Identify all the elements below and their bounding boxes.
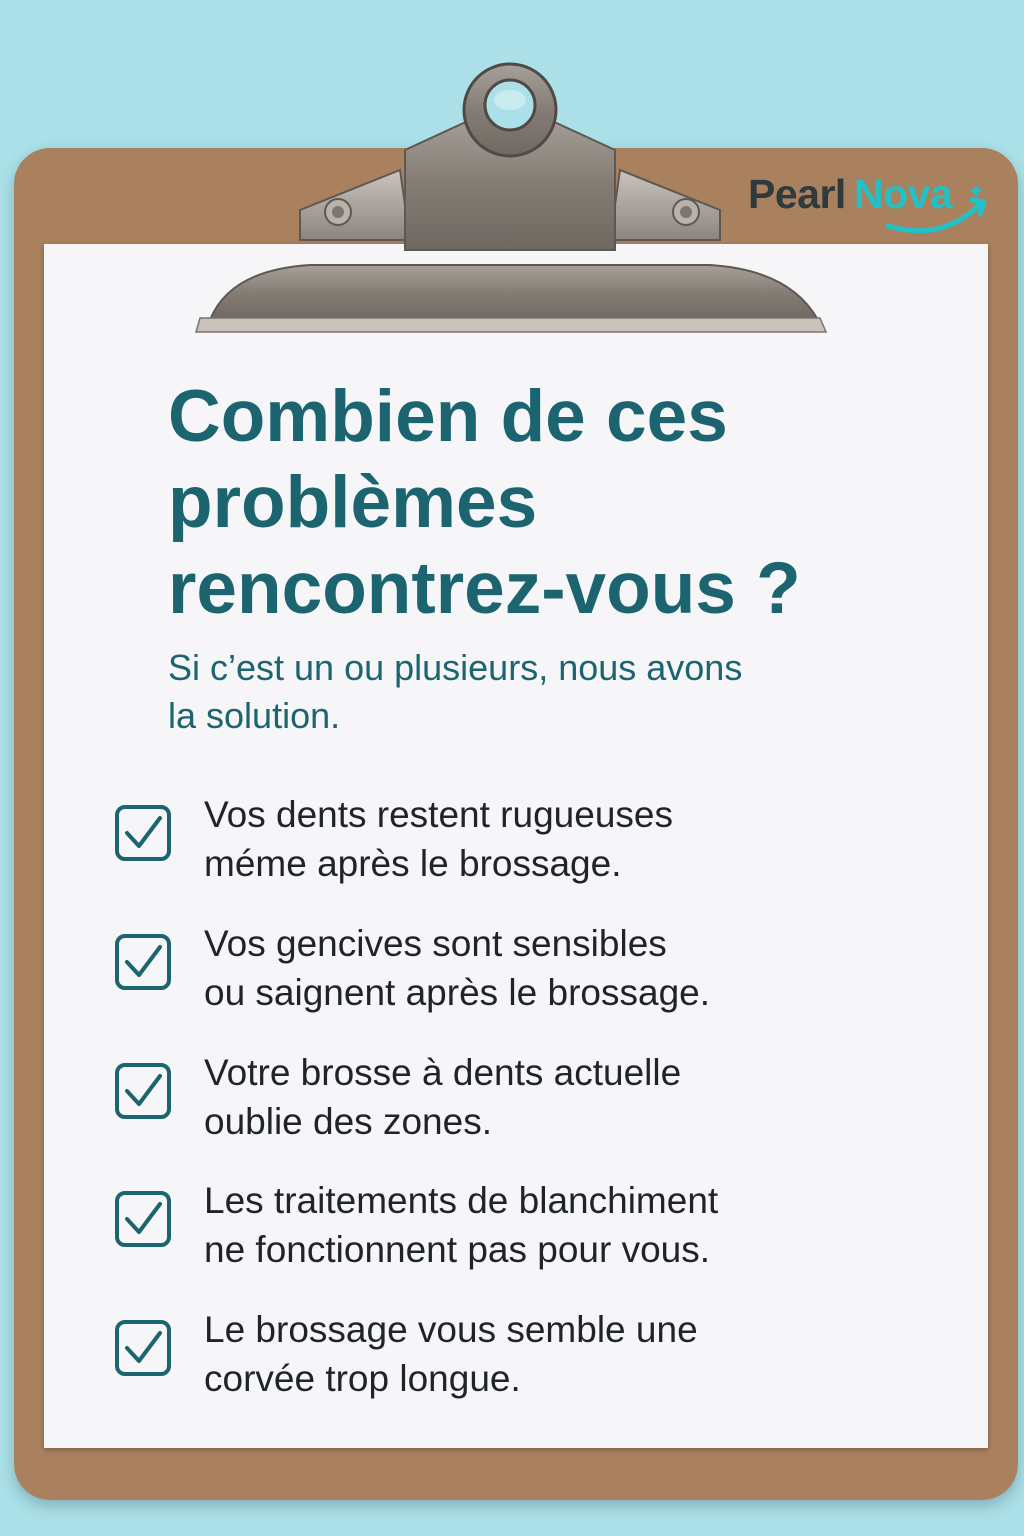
checkbox-checked-icon: [114, 933, 172, 991]
checklist-item-line: ou saignent après le brossage.: [204, 972, 711, 1013]
brand-name-part2: Nova: [854, 171, 953, 217]
checklist-item-line: corvée trop longue.: [204, 1358, 521, 1399]
checklist-item: [114, 1176, 934, 1286]
checklist-item-text: [204, 919, 924, 1017]
checkbox-checked-icon: [114, 1190, 172, 1248]
smile-sparkle-icon: [848, 180, 998, 240]
checkbox-checked-icon: [114, 1062, 172, 1120]
checklist-item-line: méme après le brossage.: [204, 843, 622, 884]
checklist-item: [114, 1048, 934, 1158]
checklist-item-line: oublie des zones.: [204, 1101, 492, 1142]
checklist-item-text: [204, 790, 924, 888]
page-subtitle: [168, 644, 908, 740]
checklist-item-line: Votre brosse à dents actuelle: [204, 1052, 682, 1093]
checklist-item-line: Vos dents restent rugueuses: [204, 794, 673, 835]
checklist-item-line: Le brossage vous semble une: [204, 1309, 698, 1350]
title-line: rencontrez-vous ?: [168, 548, 801, 629]
subtitle-line: Si c’est un ou plusieurs, nous avons: [168, 647, 743, 688]
checklist-item-text: [204, 1305, 924, 1403]
checkbox-checked-icon: [114, 1319, 172, 1377]
checklist-item-line: ne fonctionnent pas pour vous.: [204, 1229, 711, 1270]
clipboard-clip-icon: [190, 50, 830, 340]
subtitle-line: la solution.: [168, 695, 341, 736]
page-title: [168, 374, 968, 632]
checkbox-checked-icon: [114, 804, 172, 862]
brand-logo: [748, 170, 998, 230]
checklist-item: [114, 790, 934, 900]
checklist-item-text: [204, 1176, 924, 1274]
checklist-item: [114, 1305, 934, 1415]
brand-name-part1: Pearl: [748, 171, 846, 217]
checklist-item-text: [204, 1048, 924, 1146]
checklist-item-line: Vos gencives sont sensibles: [204, 923, 667, 964]
checklist-item: [114, 919, 934, 1029]
checklist-item-line: Les traitements de blanchiment: [204, 1180, 719, 1221]
title-line: Combien de ces: [168, 376, 728, 457]
title-line: problèmes: [168, 462, 538, 543]
